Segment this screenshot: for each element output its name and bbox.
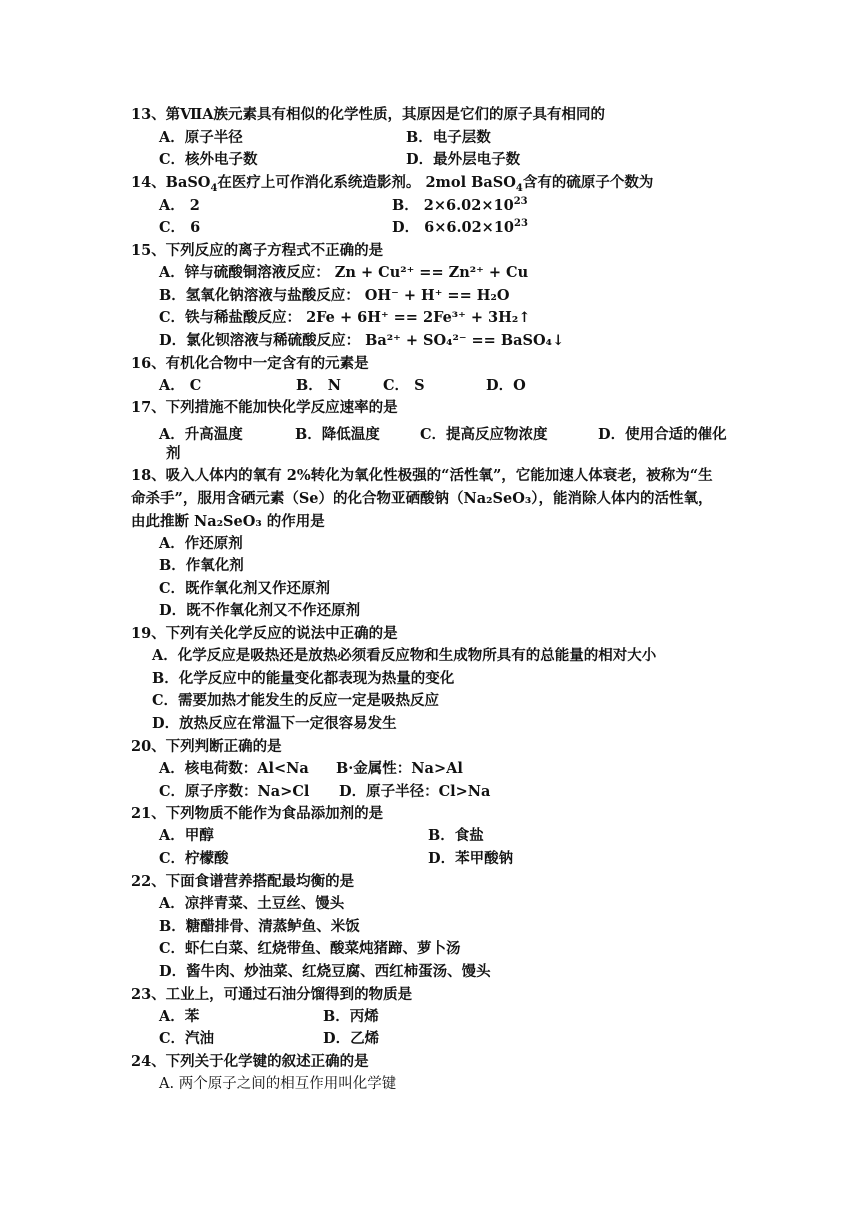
option-15c: C．铁与稀盐酸反应： 2Fe + 6H⁺ == 2Fe³⁺ + 3H₂↑: [159, 309, 531, 326]
option-13b: B．电子层数: [406, 129, 491, 146]
option-16c: C． S: [383, 377, 425, 394]
option-14a: A． 2: [159, 197, 200, 214]
option-15d: D．氯化钡溶液与稀硫酸反应： Ba²⁺ + SO₄²⁻ == BaSO₄↓: [159, 332, 565, 349]
option-16b: B． N: [296, 377, 342, 394]
question-14: 14、BaSO$_4$在医疗上可作消化系统造影剂。 2mol BaSO$_4$含有的硫原子个数为: [131, 174, 654, 194]
option-23d: D．乙烯: [323, 1030, 380, 1047]
question-16: 16、有机化合物中一定含有的元素是: [131, 355, 369, 372]
question-24: 24、下列关于化学键的叙述正确的是: [131, 1053, 369, 1070]
question-18-line3: 由此推断 Na₂SeO₃ 的作用是: [131, 513, 325, 530]
option-18b: B．作氧化剂: [159, 557, 244, 574]
question-17: 17、下列措施不能加快化学反应速率的是: [131, 399, 398, 416]
question-19: 19、下列有关化学反应的说法中正确的是: [131, 625, 398, 642]
question-15: 15、下列反应的离子方程式不正确的是: [131, 242, 384, 259]
option-16d: D．O: [486, 377, 526, 394]
option-21b: B．食盐: [428, 827, 484, 844]
option-13a: A．原子半径: [159, 129, 243, 146]
option-22a: A．凉拌青菜、土豆丝、馒头: [159, 895, 345, 912]
option-17b: B．降低温度: [295, 426, 380, 443]
option-20b: B·金属性：Na>Al: [336, 760, 463, 777]
option-21d: D．苯甲酸钠: [428, 850, 514, 867]
option-18c: C．既作氧化剂又作还原剂: [159, 580, 331, 597]
option-22b: B．糖醋排骨、清蒸鲈鱼、米饭: [159, 918, 360, 935]
option-20a: A．核电荷数：Al<Na: [159, 760, 309, 777]
option-20c: C．原子序数：Na>Cl: [159, 783, 310, 800]
question-18-line1: 18、吸入人体内的氧有 2%转化为氧化性极强的“活性氧”，它能加速人体衰老，被称为“生: [131, 467, 713, 484]
option-23b: B．丙烯: [323, 1008, 379, 1025]
option-21c: C．柠檬酸: [159, 850, 229, 867]
option-20d: D．原子半径：Cl>Na: [339, 783, 491, 800]
option-19c: C．需要加热才能发生的反应一定是吸热反应: [152, 692, 440, 709]
option-18d: D．既不作氧化剂又不作还原剂: [159, 602, 361, 619]
option-24a: A. 两个原子之间的相互作用叫化学键: [159, 1076, 397, 1092]
option-21a: A．甲醇: [159, 827, 214, 844]
option-19d: D．放热反应在常温下一定很容易发生: [152, 715, 397, 732]
option-23a: A．苯: [159, 1008, 200, 1025]
question-18-line2: 命杀手”，服用含硒元素（Se）的化合物亚硒酸钠（Na₂SeO₃），能消除人体内的活性氧，: [131, 490, 713, 507]
question-20: 20、下列判断正确的是: [131, 738, 282, 755]
question-13: 13、第ⅦA族元素具有相似的化学性质，其原因是它们的原子具有相同的: [131, 106, 606, 123]
option-19b: B．化学反应中的能量变化都表现为热量的变化: [152, 670, 455, 687]
option-17d-wrap: 剂: [166, 445, 181, 462]
option-17a: A．升高温度: [159, 426, 243, 443]
option-22d: D．酱牛肉、炒油菜、红烧豆腐、西红柿蛋汤、馒头: [159, 963, 491, 980]
option-23c: C．汽油: [159, 1030, 215, 1047]
option-13d: D．最外层电子数: [406, 151, 521, 168]
option-15a: A．锌与硫酸铜溶液反应： Zn + Cu²⁺ == Zn²⁺ + Cu: [159, 264, 529, 281]
option-13c: C．核外电子数: [159, 151, 258, 168]
option-14b: B． $2\times 6.02\times 10^{23}$: [392, 196, 528, 214]
option-17d: D．使用合适的催化: [598, 426, 727, 443]
option-15b: B．氢氧化钠溶液与盐酸反应： OH⁻ + H⁺ == H₂O: [159, 287, 510, 304]
option-14d: D． $6\times 6.02\times 10^{23}$: [392, 218, 528, 236]
option-17c: C．提高反应物浓度: [420, 426, 548, 443]
option-14c: C． 6: [159, 219, 201, 236]
question-21: 21、下列物质不能作为食品添加剂的是: [131, 805, 384, 822]
option-16a: A． C: [159, 377, 202, 394]
question-23: 23、工业上，可通过石油分馏得到的物质是: [131, 986, 413, 1003]
option-22c: C．虾仁白菜、红烧带鱼、酸菜炖猪蹄、萝卜汤: [159, 940, 461, 957]
option-18a: A．作还原剂: [159, 535, 243, 552]
option-19a: A．化学反应是吸热还是放热必须看反应物和生成物所具有的总能量的相对大小: [152, 647, 657, 664]
question-22: 22、下面食谱营养搭配最均衡的是: [131, 873, 355, 890]
